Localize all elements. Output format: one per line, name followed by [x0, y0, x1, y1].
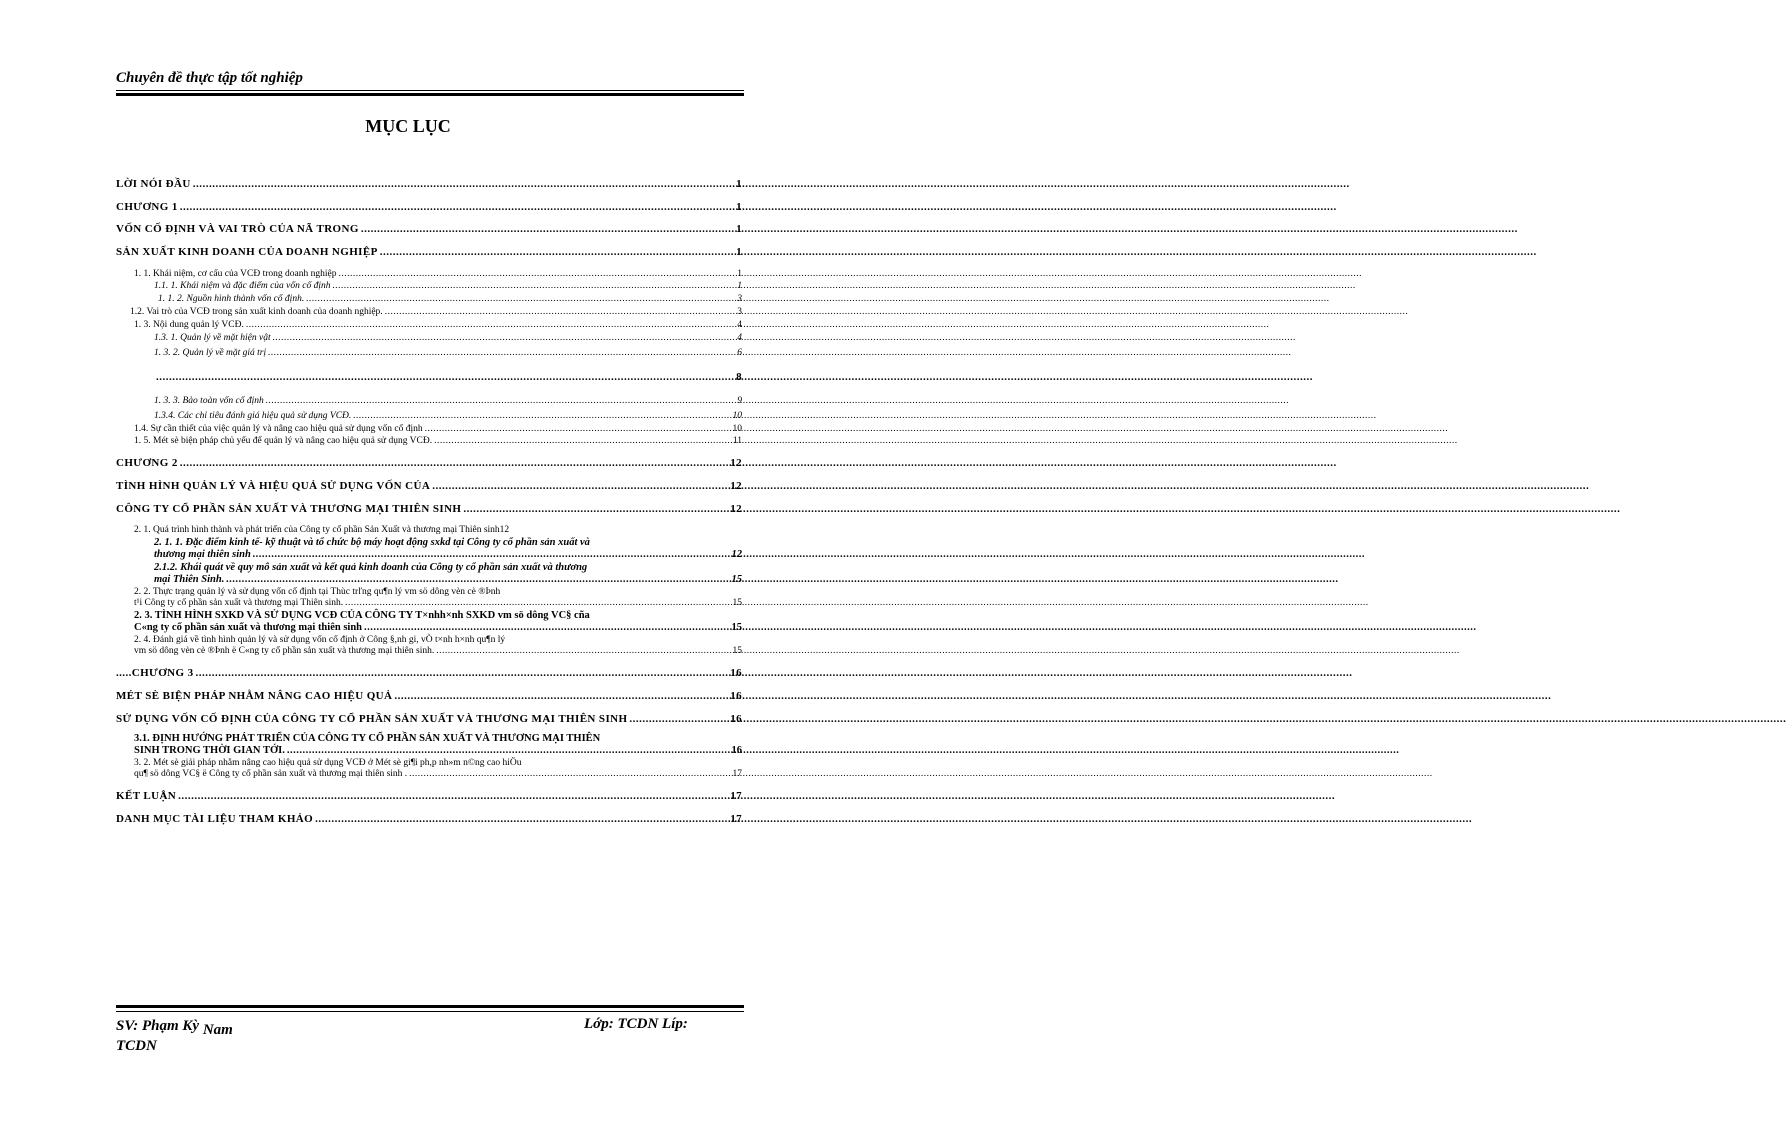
- toc-entry[interactable]: [116, 813, 742, 826]
- toc-entry[interactable]: [116, 307, 742, 318]
- toc-entry-title: 1. 3. 3. Bảo toàn vốn cố định: [154, 395, 264, 406]
- toc-entry-title: 2. 3. TÌNH HÌNH SXKD VÀ SỬ DỤNG VCĐ CỦA CÔNG TY T×nhh×nh SXKD vm sö dông VC§ cña: [134, 610, 590, 622]
- document-header-title: Chuyên đề thực tập tốt nghiệp: [116, 70, 303, 86]
- toc-entry[interactable]: [116, 503, 742, 516]
- toc-entry-title: CÔNG TY CỔ PHẦN SẢN XUẤT VÀ THƯƠNG MẠI THIÊN SINH: [116, 502, 462, 515]
- footer-class-line: TCDN: [116, 1038, 157, 1055]
- toc-entry-title: TÌNH HÌNH QUẢN LÝ VÀ HIỆU QUẢ SỬ DỤNG VỐN CỦA: [116, 479, 431, 492]
- toc-entry-page: 1: [736, 223, 742, 236]
- toc-entry-title: 1.4. Sự cần thiết của việc quản lý và nâng cao hiệu quả sử dụng vốn cố định: [134, 423, 423, 434]
- toc-entry-page: 3: [737, 307, 742, 318]
- toc-entry[interactable]: [116, 457, 742, 470]
- toc-entry-page: 10: [732, 410, 742, 421]
- toc-entry-title-cont: SINH TRONG THỜI GIAN TỚI.: [134, 745, 285, 757]
- toc-entry-page: 12: [499, 525, 510, 536]
- toc-entry-title: 2.1.2. Khái quát về quy mô sản xuất và kết quả kinh doanh của Công ty cổ phần sản xuất và thương: [154, 562, 588, 574]
- toc-entry[interactable]: [116, 667, 742, 680]
- footer-student-name: Nam: [202, 1022, 233, 1038]
- toc-entry-title-cont: mại Thiên Sinh.: [154, 574, 225, 586]
- toc-entry-page: 16: [730, 712, 742, 725]
- toc-entry-title: SẢN XUẤT KINH DOANH CỦA DOANH NGHIỆP: [116, 245, 378, 258]
- page-title: MỤC LỤC: [365, 116, 451, 136]
- toc-entry[interactable]: [116, 223, 742, 236]
- toc-entry[interactable]: [116, 436, 742, 447]
- toc-entry-page: 16: [730, 667, 742, 680]
- toc-entry[interactable]: [116, 246, 742, 259]
- toc-entry-title-cont: vm sö dông vèn cè ®Þnh ë C«ng ty cổ phần sản xuất và thương mại thiên sinh.: [134, 646, 435, 657]
- footer-rule-thick: [116, 1005, 744, 1008]
- toc-entry-page: 3: [737, 294, 742, 305]
- toc-entry-title: 3. 2. Mét sè giải pháp nhằm nâng cao hiệu quả sử dụng VCĐ ở Mét sè gi¶i ph,p nh»m n©ng cao hiÖu: [134, 758, 522, 769]
- toc-entry[interactable]: [116, 320, 742, 331]
- toc-entry[interactable]: [116, 480, 742, 493]
- toc-entry[interactable]: [116, 587, 742, 609]
- toc-entry[interactable]: [116, 371, 742, 384]
- toc-entry-page: 12: [730, 502, 742, 515]
- toc-entry-title: 1. 3. 2. Quản lý về mặt giá trị: [154, 348, 267, 359]
- toc-entry[interactable]: [116, 294, 742, 305]
- toc-entry-title: 1. 3. Nội dung quản lý VCĐ.: [134, 320, 244, 331]
- toc-entry-title: 2. 1. Quá trình hình thành và phát triển của Công ty cổ phần Sản Xuất và thương mại Thiên sinh: [134, 525, 500, 536]
- toc-entry[interactable]: [116, 178, 742, 191]
- toc-entry-title: 1.3. 1. Quản lý về mặt hiện vật: [154, 333, 271, 344]
- toc-entry-title: 1. 1. Khái niệm, cơ cấu của VCĐ trong doanh nghiệp: [134, 268, 337, 279]
- toc-entry[interactable]: [116, 396, 742, 407]
- toc-entry-page: 17: [732, 769, 742, 780]
- toc-entry-title: KẾT LUẬN: [116, 790, 177, 803]
- toc-entry-page: 12: [731, 549, 742, 561]
- toc-entry-page: 1: [737, 268, 742, 279]
- toc-entry-page: 1: [736, 200, 742, 213]
- toc-entry-page: 15: [731, 622, 742, 634]
- toc-entry[interactable]: [116, 201, 742, 214]
- header-rule-thick: [116, 93, 744, 96]
- toc-entry[interactable]: [116, 333, 742, 344]
- toc-entry-page: 11: [732, 436, 742, 447]
- toc-entry-page: 1: [736, 245, 742, 258]
- toc-entry-page: 1: [736, 178, 742, 190]
- toc-entry-title: 3.1. ĐỊNH HƯỚNG PHÁT TRIỂN CỦA CÔNG TY CỔ PHẦN SẢN XUẤT VÀ THƯƠNG MẠI THIÊN: [134, 733, 601, 745]
- toc-entry-title: 1.3.4. Các chỉ tiêu đánh giá hiệu quả sử dụng VCĐ.: [154, 410, 352, 421]
- toc-entry[interactable]: [116, 733, 742, 757]
- toc-entry-title: DANH MỤC TÀI LIỆU THAM KHẢO: [116, 812, 314, 825]
- toc-entry-page: 15: [732, 646, 742, 657]
- toc-entry[interactable]: [116, 635, 742, 657]
- toc-entry[interactable]: [116, 562, 742, 586]
- toc-entry[interactable]: [116, 411, 742, 422]
- toc-entry-title: 1. 5. Mét sè biện pháp chủ yếu để quản lý và nâng cao hiệu quả sử dụng VCĐ.: [134, 436, 433, 447]
- toc-entry[interactable]: [116, 424, 742, 435]
- toc-entry-page: 4: [737, 320, 742, 331]
- footer-student: [116, 1016, 233, 1057]
- footer-class-label: Lớp: TCDN Líp:: [584, 1016, 688, 1032]
- toc-entry[interactable]: [116, 713, 742, 726]
- toc-entry[interactable]: [116, 610, 742, 634]
- toc-entry-title: 1.1. 1. Khái niệm và đặc điểm của vốn cố định: [154, 281, 331, 292]
- toc-entry-page: 15: [732, 598, 742, 609]
- table-of-contents: [116, 176, 742, 825]
- footer-student-label: SV: Phạm Kỳ: [116, 1018, 200, 1034]
- footer-rule-thin: [116, 1011, 744, 1012]
- toc-entry[interactable]: [116, 537, 742, 561]
- toc-entry-title: 2. 2. Thực trạng quản lý và sử dụng vốn cố định tại Thùc trľng qu¶n lý vm sö dông vèn cè ®Þnh: [134, 587, 501, 598]
- toc-entry-page: 4: [737, 333, 742, 344]
- toc-entry-page: 17: [730, 812, 742, 825]
- toc-entry-title: 1. 1. 2. Nguồn hình thành vốn cố định.: [158, 294, 305, 305]
- toc-entry-title: .....CHƯƠNG 3: [116, 667, 194, 680]
- toc-entry-title: 2. 1. 1. Đặc điểm kinh tế- kỹ thuật và tổ chức bộ máy hoạt động sxkd tại Công ty cổ phần sản xuất và: [154, 537, 590, 549]
- toc-entry[interactable]: [116, 348, 742, 359]
- toc-entry-page: 8: [736, 371, 742, 384]
- toc-entry[interactable]: [116, 281, 742, 292]
- toc-entry-title-cont: thương mại thiên sinh: [154, 549, 251, 561]
- toc-entry-page: 16: [730, 689, 742, 702]
- toc-entry[interactable]: [116, 269, 742, 280]
- toc-entry-page: 10: [732, 423, 742, 434]
- toc-entry-title-cont: C«ng ty cổ phần sản xuất và thương mại thiên sinh: [134, 622, 363, 634]
- toc-entry-page: 15: [731, 574, 742, 586]
- toc-entry-title: CHƯƠNG 2: [116, 457, 178, 470]
- toc-entry-page: 12: [730, 457, 742, 470]
- toc-entry-title: MÉT SÈ BIỆN PHÁP NHẰM NÂNG CAO HIỆU QUẢ: [116, 689, 393, 702]
- toc-entry[interactable]: [116, 790, 742, 803]
- toc-entry-title: SỬ DỤNG VỐN CỐ ĐỊNH CỦA CÔNG TY CỔ PHẦN SẢN XUẤT VÀ THƯƠNG MẠI THIÊN SINH: [116, 712, 628, 725]
- toc-entry-title: VỐN CỐ ĐỊNH VÀ VAI TRÒ CỦA NÃ TRONG: [116, 223, 359, 236]
- toc-entry-title-cont: qu¶ sö dông VC§ ë Công ty cổ phần sản xuất và thương mại thiên sinh .: [134, 769, 408, 780]
- toc-entry-page: 16: [731, 745, 742, 757]
- toc-entry-page: 1: [737, 281, 742, 292]
- toc-entry[interactable]: [116, 758, 742, 780]
- toc-entry-page: 12: [730, 479, 742, 492]
- toc-entry-title: 2. 4. Đánh giá về tình hình quản lý và sử dụng vốn cố định ở Công §,nh gi, vÒ t×nh h×nh qu¶n lý: [134, 635, 506, 646]
- toc-entry-title-cont: t¹i Công ty cổ phần sản xuất và thương mại Thiên sinh.: [134, 598, 344, 609]
- toc-entry-title: CHƯƠNG 1: [116, 200, 178, 213]
- toc-entry-title: 1.2. Vai trò của VCĐ trong sản xuất kinh doanh của doanh nghiệp.: [130, 307, 383, 318]
- toc-entry-title: LỜI NÓI ĐẦU: [116, 178, 191, 190]
- toc-entry[interactable]: [116, 690, 742, 703]
- toc-entry-page: 17: [730, 790, 742, 803]
- toc-entry-page: 6: [737, 348, 742, 359]
- toc-entry-page: 9: [737, 395, 742, 406]
- header-rule-thin: [116, 90, 744, 91]
- toc-entry[interactable]: [116, 525, 742, 536]
